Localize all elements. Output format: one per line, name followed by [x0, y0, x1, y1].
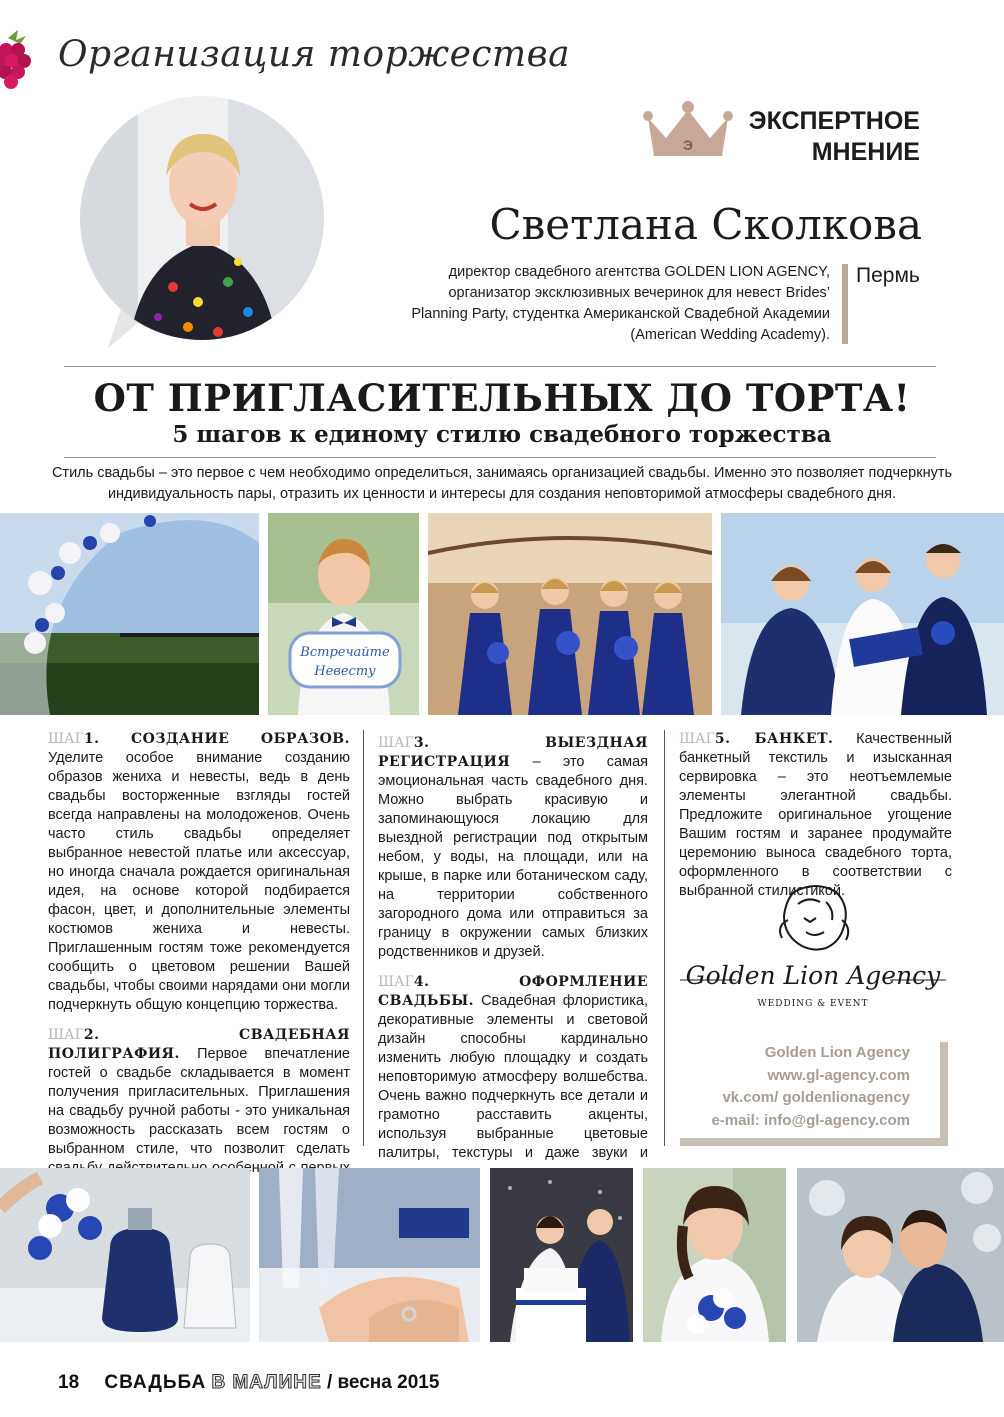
contact-block [680, 1042, 910, 1132]
portrait-photo [78, 92, 336, 352]
bio-line: Planning Party, студентка Американской Свадебной Академии [411, 306, 830, 322]
bio-divider [842, 264, 848, 344]
magazine-name: СВАДЬБА [104, 1372, 207, 1393]
photo-boy-sign [268, 513, 419, 715]
step-tag: ШАГ [48, 731, 84, 747]
expert-bio [400, 262, 830, 346]
contact-company: Golden Lion Agency [764, 1044, 910, 1061]
expert-line-1: ЭКСПЕРТНОЕ [748, 107, 920, 135]
sign-line-1: Встречайте [300, 645, 390, 660]
page-number: 18 [58, 1372, 80, 1393]
step-3 [378, 734, 648, 962]
golden-lion-logo [676, 880, 950, 1012]
expert-city: Пермь [856, 264, 920, 287]
step-text: Первое впечатление гостей о свадьбе складывается в момент получения пригласительных. Приглашения на свадьбу ручной работы - это уникальная возможность рассказать всем гостям о выбранном стиле, что позволит сделать [48, 1046, 350, 1157]
bio-line: директор свадебного агентства GOLDEN LION AGENCY, [448, 264, 830, 280]
photo-bride-bouquet [643, 1168, 786, 1342]
contact-site[interactable]: www.gl-agency.com [767, 1066, 910, 1084]
svg-text:Э: Э [683, 137, 693, 153]
step-title: 4. ОФОРМЛЕНИЕ СВАДЬБЫ. [378, 974, 648, 1009]
step-tag: ШАГ [378, 735, 414, 751]
photo-bridesmaids [428, 513, 712, 715]
photo-couple-signing [721, 513, 1004, 715]
expert-opinion-label [742, 106, 920, 168]
page-footer [58, 1372, 439, 1394]
step-text: Качественный банкетный текстиль и изысканная сервировка – это неотъемлемые элементы элегантной свадьбы. Предложите оригинальное угощение Вашим гостям и заранее продумайте церемонию выноса свадебного торта, оформленного в соответствии с выбранной стилистикой. [679, 731, 953, 899]
contact-frame [940, 1042, 948, 1146]
expert-name: Светлана Сколкова [489, 200, 922, 249]
article-intro: Стиль свадьбы – это первое с чем необходимо определиться, занимаясь организацией свадьбы. Именно это позволяет подчеркнуть индивидуальность пары, отразить их ценности и интересы для создания неповторимой атмосферы свадебного дня. [51, 465, 953, 502]
magazine-name-outline: В МАЛИНЕ [211, 1372, 322, 1393]
crown-icon [642, 100, 734, 162]
raspberry-icon [0, 28, 36, 92]
sign-line-2: Невесту [314, 664, 376, 679]
step-5 [679, 730, 952, 901]
step-text: – это самая эмоциональная часть свадебного дня. Можно выбрать красивую и запоминающуюся локацию для выездной регистрации под открытым небом, у воды, на площади, или на крыше, в парке или ботаническом саду, на территории собственного загородного дома или отправиться за границу в окружении самых близких родственников и друзей. [378, 754, 648, 960]
column-2 [378, 734, 648, 1193]
photo-decor-bottle [0, 1168, 250, 1342]
bio-line: организатор эксклюзивных вечеринок для невест Brides’ [448, 285, 830, 301]
photo-rings-hands [259, 1168, 480, 1342]
step-title: 3. ВЫЕЗДНАЯ РЕГИСТРАЦИЯ [378, 735, 648, 770]
step-tag: ШАГ [679, 731, 715, 747]
contact-frame [680, 1138, 948, 1146]
mid-rule [64, 457, 936, 458]
contact-vk[interactable]: vk.com/ goldenlionagency [722, 1089, 910, 1106]
photo-cake-cutting [490, 1168, 633, 1342]
section-title: Организация торжества [58, 34, 571, 75]
photo-flower-arch [0, 513, 259, 715]
step-tag: ШАГ [378, 974, 414, 990]
step-tag: ШАГ [48, 1027, 84, 1043]
article-subheadline: 5 шагов к единому стилю свадебного торжества [172, 421, 832, 448]
contact-email[interactable]: e-mail: info@gl-agency.com [711, 1111, 910, 1129]
expert-line-2: МНЕНИЕ [811, 138, 920, 166]
step-text: Уделите особое внимание созданию образов жениха и невесты, ведь в день свадьбы восторженные взгляды гостей всегда направлены на молодоженов. Очень часто стиль свадьбы определяет выбранное невестой платье или аксессуар, но иногда сначала рождается оригинальная идея, на основе которой подбирается фасон, цвет, и дополнительные элементы костюмов жениха и невесты. Приглашенным гостям тоже рекомендуется сообщить о цветовом решении Вашей свадьбы, чтобы своими нарядами они могли подчеркнуть общую концепцию торжества. [48, 750, 350, 1013]
article-headline: ОТ ПРИГЛАСИТЕЛЬНЫХ ДО ТОРТА! [93, 376, 911, 420]
step-title: 1. СОЗДАНИЕ ОБРАЗОВ. [83, 731, 350, 747]
column-divider [363, 730, 364, 1146]
logo-name: Golden Lion Agency [685, 961, 941, 990]
column-1 [48, 730, 350, 1208]
step-4 [378, 973, 648, 1182]
bio-line: (American Wedding Academy). [630, 327, 830, 343]
step-title: 2. СВАДЕБНАЯ ПОЛИГРАФИЯ. [48, 1027, 350, 1062]
logo-tagline: WEDDING & EVENT [757, 999, 869, 1009]
photo-couple-hug [797, 1168, 1004, 1342]
top-rule [64, 366, 936, 367]
step-1 [48, 730, 350, 1015]
issue-label: / весна 2015 [326, 1372, 440, 1393]
step-title: 5. БАНКЕТ. [714, 731, 834, 747]
step-text: Свадебная флористика, декоративные элементы и световой дизайн способны кардинально изменить любую площадку и создать неповторимую атмосферу волшебства. Очень важно подчеркнуть все детали и грамотно расставить акценты, используя выбранные цветовые палитры, текстуры и даже звуки и [378, 993, 648, 1161]
column-divider [664, 730, 665, 1146]
